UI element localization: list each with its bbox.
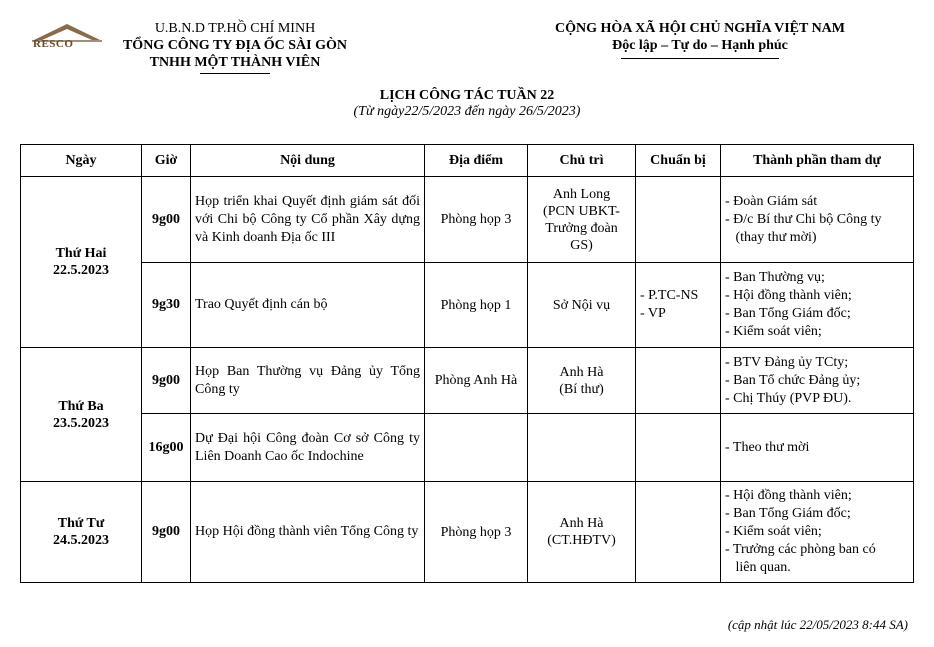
chair-line: GS) [570, 237, 593, 253]
day-cell [21, 482, 142, 583]
day-name: Thứ Ba [58, 398, 104, 414]
attendees-cell [721, 263, 914, 348]
header-place: Địa điểm [425, 145, 528, 177]
header-attendees: Thành phần tham dự [721, 145, 914, 177]
header-chair: Chủ trì [528, 145, 636, 177]
prep-cell [636, 263, 721, 348]
place-cell: Phòng họp 3 [425, 177, 528, 263]
place-cell [425, 414, 528, 482]
attendees-cell [721, 177, 914, 263]
chair-line: Anh Hà [559, 364, 604, 380]
attendees-cell [721, 348, 914, 414]
chair-cell [528, 348, 636, 414]
day-cell [21, 348, 142, 482]
chair-line: Anh Long [552, 186, 611, 202]
chair-line: (PCN UBKT- [543, 203, 620, 219]
schedule-subtitle: (Từ ngày22/5/2023 đến ngày 26/5/2023) [353, 104, 581, 119]
time-cell: 9g30 [142, 263, 191, 348]
national-title: CỘNG HÒA XÃ HỘI CHỦ NGHĨA VIỆT NAM [554, 21, 845, 36]
attendee-item: - Kiểm soát viên; [725, 324, 822, 339]
prep-item: - P.TC-NS [640, 288, 699, 303]
attendee-item: - Trưởng các phòng ban có [725, 542, 876, 557]
attendee-item: - Đ/c Bí thư Chi bộ Công ty [725, 211, 882, 227]
day-name: Thứ Tư [57, 516, 105, 531]
attendees-cell [721, 482, 914, 583]
day-name: Thứ Hai [55, 246, 107, 261]
attendee-item: liên quan. [725, 560, 791, 575]
prep-cell [636, 177, 721, 263]
chair-cell [528, 177, 636, 263]
content-cell: Trao Quyết định cán bộ [191, 263, 425, 348]
attendee-item: - Ban Tổng Giám đốc; [725, 306, 851, 321]
prep-cell [636, 482, 721, 583]
chair-line: (CT.HĐTV) [547, 533, 616, 548]
attendee-item: - BTV Đảng ủy TCty; [725, 354, 849, 370]
attendee-item: - Theo thư mời [725, 439, 810, 455]
table-row [21, 348, 914, 414]
org-line-3: TNHH MỘT THÀNH VIÊN [149, 55, 321, 70]
day-date: 24.5.2023 [53, 533, 109, 548]
update-timestamp: (cập nhật lúc 22/05/2023 8:44 SA) [727, 617, 908, 632]
chair-line: Sở Nội vụ [552, 297, 611, 313]
time-cell: 9g00 [142, 482, 191, 583]
table-row [21, 263, 914, 348]
table-header-row [21, 145, 914, 177]
time-cell: 9g00 [142, 348, 191, 414]
content-cell: Họp Ban Thường vụ Đảng ủy Tổng Công ty [191, 348, 425, 414]
attendee-item: (thay thư mời) [725, 229, 817, 245]
day-date: 22.5.2023 [53, 263, 109, 278]
chair-line: Trưởng đoàn [545, 220, 618, 236]
org-underline [200, 73, 270, 74]
prep-item: - VP [640, 306, 666, 321]
national-header [540, 20, 860, 59]
logo-text: RESCO [33, 38, 74, 50]
header-prep: Chuẩn bị [636, 145, 721, 177]
place-cell: Phòng họp 3 [425, 482, 528, 583]
attendee-item: - Ban Thường vụ; [725, 270, 825, 285]
prep-cell [636, 414, 721, 482]
attendee-item: - Ban Tổng Giám đốc; [725, 506, 851, 521]
header-time: Giờ [142, 145, 191, 177]
content-cell: Họp Hội đồng thành viên Tổng Công ty [191, 482, 425, 583]
chair-cell [528, 482, 636, 583]
chair-line: Anh Hà [559, 516, 604, 531]
attendee-item: - Đoàn Giám sát [725, 193, 818, 209]
day-date: 23.5.2023 [53, 415, 109, 431]
org-line-2: TỔNG CÔNG TY ĐỊA ỐC SÀI GÒN [122, 38, 348, 53]
attendee-item: - Hội đồng thành viên; [725, 288, 852, 303]
table-row [21, 414, 914, 482]
place-cell: Phòng Anh Hà [425, 348, 528, 414]
attendee-item: - Ban Tổ chức Đảng ủy; [725, 372, 861, 388]
day-cell [21, 177, 142, 348]
attendees-cell [721, 414, 914, 482]
table-row [21, 482, 914, 583]
attendee-item: - Hội đồng thành viên; [725, 488, 852, 503]
chair-cell [528, 263, 636, 348]
content-cell: Dự Đại hội Công đoàn Cơ sở Công ty Liên Doanh Cao ốc Indochine [191, 414, 425, 482]
time-cell: 16g00 [142, 414, 191, 482]
organization-header [100, 20, 370, 74]
header-content: Nội dung [191, 145, 425, 177]
attendee-item: - Chị Thúy (PVP ĐU). [725, 390, 852, 406]
chair-line: (Bí thư) [559, 381, 604, 397]
schedule-title: LỊCH CÔNG TÁC TUẦN 22 [379, 88, 555, 103]
header-day: Ngày [21, 145, 142, 177]
chair-cell [528, 414, 636, 482]
attendee-item: - Kiểm soát viên; [725, 524, 822, 539]
prep-cell [636, 348, 721, 414]
national-motto: Độc lập – Tự do – Hạnh phúc [612, 38, 788, 53]
time-cell: 9g00 [142, 177, 191, 263]
content-cell: Họp triển khai Quyết định giám sát đối với Chi bộ Công ty Cổ phần Xây dựng và Kinh doanh Địa ốc III [191, 177, 425, 263]
schedule-table [20, 144, 914, 583]
motto-underline [621, 58, 779, 59]
place-cell: Phòng họp 1 [425, 263, 528, 348]
org-line-1: U.B.N.D TP.HỒ CHÍ MINH [154, 21, 316, 36]
table-row [21, 177, 914, 263]
